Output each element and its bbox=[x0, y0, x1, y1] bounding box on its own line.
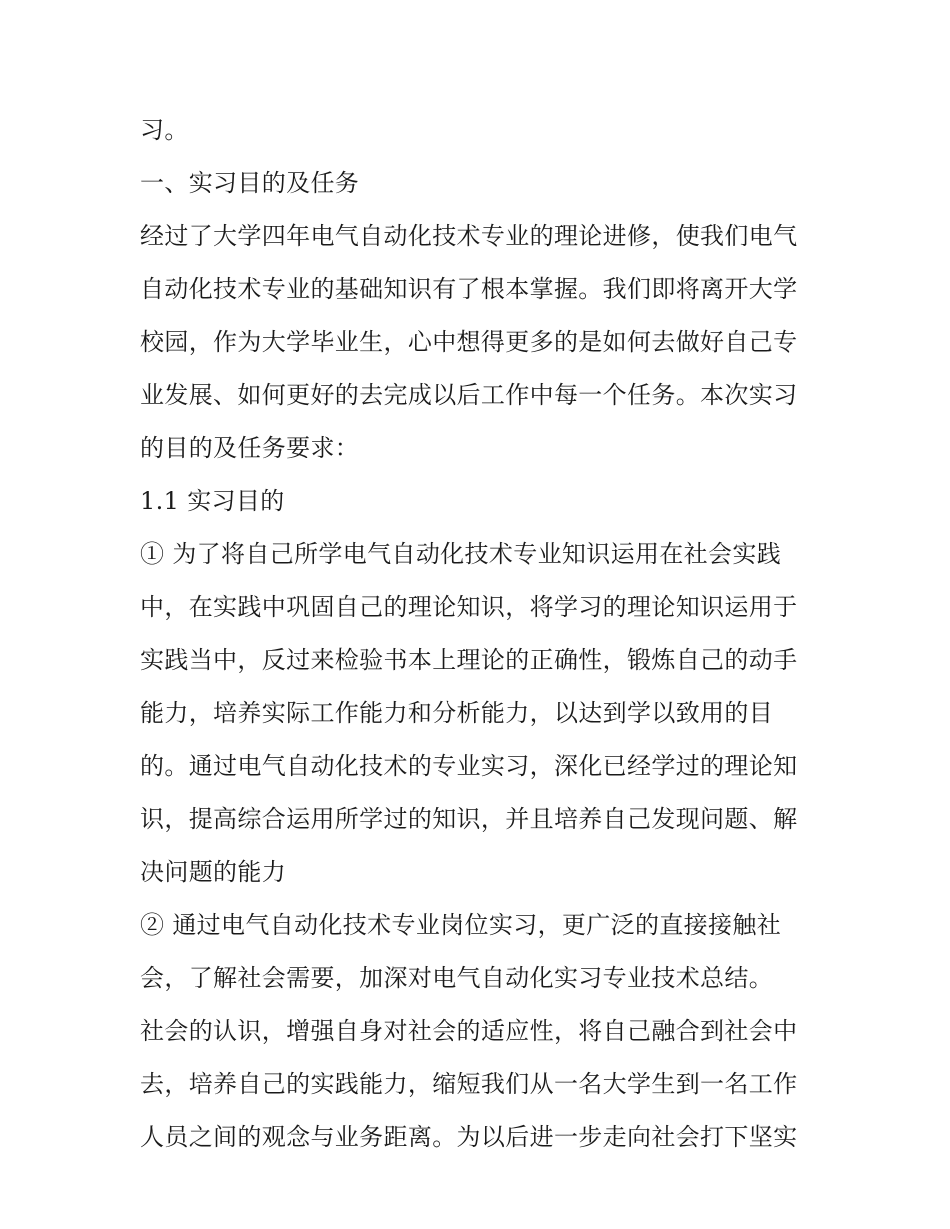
text-line: 识，提高综合运用所学过的知识，并且培养自己发现问题、解 bbox=[140, 805, 798, 833]
text-line: 中，在实践中巩固自己的理论知识，将学习的理论知识运用于 bbox=[140, 593, 798, 621]
text-line: 社会的认识，增强自身对社会的适应性，将自己融合到社会中 bbox=[140, 1017, 798, 1045]
text-line: 自动化技术专业的基础知识有了根本掌握。我们即将离开大学 bbox=[140, 275, 798, 303]
section-heading: 一、实习目的及任务 bbox=[140, 169, 360, 197]
text-line: 经过了大学四年电气自动化技术专业的理论进修，使我们电气 bbox=[140, 222, 798, 250]
text-line: 人员之间的观念与业务距离。为以后进一步走向社会打下坚实 bbox=[140, 1123, 798, 1151]
text-line: 习。 bbox=[140, 116, 189, 144]
text-line: 能力，培养实际工作能力和分析能力，以达到学以致用的目 bbox=[140, 699, 774, 727]
text-line: 会，了解社会需要，加深对电气自动化实习专业技术总结。 bbox=[140, 964, 774, 992]
text-line: 决问题的能力 bbox=[140, 858, 287, 886]
subsection-heading: 1.1 实习目的 bbox=[140, 487, 285, 515]
document-body bbox=[140, 104, 820, 1164]
text-line: ① 为了将自己所学电气自动化技术专业知识运用在社会实践 bbox=[140, 540, 782, 568]
text-line: 校园，作为大学毕业生，心中想得更多的是如何去做好自己专 bbox=[140, 328, 798, 356]
text-line: 业发展、如何更好的去完成以后工作中每一个任务。本次实习 bbox=[140, 381, 798, 409]
text-line: 实践当中，反过来检验书本上理论的正确性，锻炼自己的动手 bbox=[140, 646, 798, 674]
text-line: ② 通过电气自动化技术专业岗位实习，更广泛的直接接触社 bbox=[140, 911, 782, 939]
text-line: 的。通过电气自动化技术的专业实习，深化已经学过的理论知 bbox=[140, 752, 798, 780]
text-line: 去，培养自己的实践能力，缩短我们从一名大学生到一名工作 bbox=[140, 1070, 798, 1098]
text-line: 的目的及任务要求： bbox=[140, 434, 360, 462]
